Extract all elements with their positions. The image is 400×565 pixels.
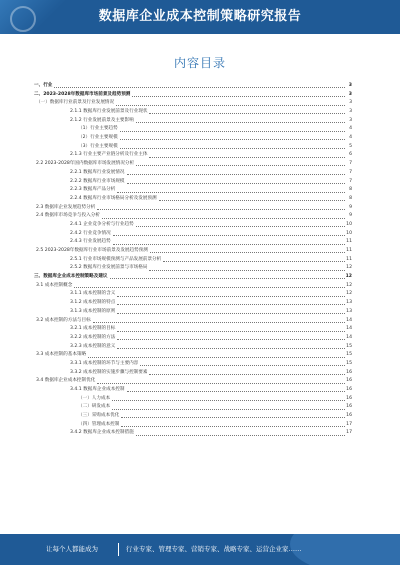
toc-entry[interactable] bbox=[34, 343, 352, 352]
toc-leader-dots bbox=[117, 313, 345, 314]
toc-entry-page: 9 bbox=[349, 213, 352, 219]
toc-entry[interactable] bbox=[34, 221, 352, 230]
toc-leader-dots bbox=[110, 278, 345, 279]
toc-entry-page: 16 bbox=[346, 395, 352, 401]
toc-leader-dots bbox=[74, 287, 345, 288]
toc-entry-label: 2.2.4 数据库行业市场格局分析及发展预测 bbox=[34, 195, 158, 204]
toc-entry-page: 12 bbox=[345, 274, 352, 280]
toc-leader-dots bbox=[112, 400, 345, 401]
toc-leader-dots bbox=[136, 165, 345, 166]
toc-leader-dots bbox=[149, 157, 345, 158]
toc-leader-dots bbox=[149, 113, 345, 114]
toc-entry-page: 4 bbox=[349, 135, 352, 141]
toc-leader-dots bbox=[120, 131, 345, 132]
toc-entry-label: 2.4 数据库市场竞争与投入分析 bbox=[34, 212, 101, 221]
toc-leader-dots bbox=[121, 426, 345, 427]
toc-entry[interactable] bbox=[34, 125, 352, 134]
toc-entry-page: 15 bbox=[346, 352, 352, 358]
toc-entry-label: 3.1 成本控制概念 bbox=[34, 282, 73, 291]
toc-entry-label: 2.4.2 行业竞争情况 bbox=[34, 230, 112, 239]
toc-entry-page: 3 bbox=[349, 109, 352, 115]
toc-entry[interactable] bbox=[34, 160, 352, 169]
toc-entry-label: 2.4.1 企业竞争分析与行业趋势 bbox=[34, 221, 135, 230]
toc-entry[interactable] bbox=[34, 247, 352, 256]
toc-entry[interactable] bbox=[34, 334, 352, 343]
toc-entry[interactable] bbox=[34, 91, 352, 100]
footer-tagline: 行业专家、管理专家、营销专家、战略专家、运营企业家…… bbox=[126, 545, 302, 553]
toc-entry-label: 2.5 2023-2028年数据库行业市场前景及发展趋势预测 bbox=[34, 247, 149, 256]
toc-entry[interactable] bbox=[34, 195, 352, 204]
toc-entry[interactable] bbox=[34, 369, 352, 378]
footer-curve-decoration bbox=[290, 534, 400, 565]
toc-entry-page: 15 bbox=[346, 360, 352, 366]
toc-entry-page: 11 bbox=[346, 239, 352, 245]
footer-slogan: 让每个人都能成为 bbox=[46, 545, 98, 553]
toc-entry-page: 12 bbox=[346, 291, 352, 297]
toc-entry-label: （3）行业主要规模 bbox=[34, 143, 119, 152]
toc-entry-page: 6 bbox=[349, 152, 352, 158]
toc-leader-dots bbox=[121, 417, 345, 418]
toc-leader-dots bbox=[93, 322, 345, 323]
toc-entry[interactable] bbox=[34, 360, 352, 369]
toc-entry-label: （四）管理成本控制 bbox=[34, 421, 120, 430]
toc-entry-label: 2.1.3 行业主要产业链分析及行业主体 bbox=[34, 151, 148, 160]
toc-entry-page: 3 bbox=[348, 91, 352, 97]
toc-entry-label: （一）数据库行业前景及行业发展情况 bbox=[34, 99, 115, 108]
toc-leader-dots bbox=[136, 122, 345, 123]
toc-entry[interactable] bbox=[34, 403, 352, 412]
toc-entry[interactable] bbox=[34, 143, 352, 152]
toc-entry-page: 17 bbox=[346, 421, 352, 427]
toc-entry-label: 3.2.1 成本控制的目标 bbox=[34, 325, 116, 334]
toc-entry-label: 一、行业 bbox=[34, 82, 53, 91]
toc-entry-page: 10 bbox=[346, 230, 352, 236]
footer-divider bbox=[118, 543, 119, 556]
toc-entry-label: 2.1.2 行业发展前景及主要影响 bbox=[34, 117, 135, 126]
toc-entry[interactable] bbox=[34, 178, 352, 187]
toc-entry-label: 2.2.1 数据库行业发展情况 bbox=[34, 169, 126, 178]
toc-entry-page: 8 bbox=[349, 195, 352, 201]
toc-entry-label: （二）研发成本 bbox=[34, 403, 111, 412]
toc-entry-label: （一）人力成本 bbox=[34, 395, 111, 404]
toc-entry[interactable] bbox=[34, 82, 352, 91]
toc-leader-dots bbox=[140, 365, 345, 366]
toc-entry-label: （三）采购成本优化 bbox=[34, 412, 120, 421]
toc-entry-page: 12 bbox=[346, 265, 352, 271]
report-title: 数据库企业成本控制策略研究报告 bbox=[98, 9, 302, 24]
toc-entry-label: （2）行业主要规模 bbox=[34, 134, 119, 143]
toc-leader-dots bbox=[117, 348, 345, 349]
toc-leader-dots bbox=[117, 192, 345, 193]
toc-entry[interactable] bbox=[34, 238, 352, 247]
toc-entry[interactable] bbox=[34, 412, 352, 421]
toc-entry-label: 2.4.3 行业发展趋势 bbox=[34, 238, 112, 247]
toc-leader-dots bbox=[113, 235, 345, 236]
toc-entry-label: 2.2 2023-2028年国内数据库市场发展情况分析 bbox=[34, 160, 135, 169]
toc-leader-dots bbox=[149, 270, 345, 271]
toc-leader-dots bbox=[136, 435, 345, 436]
toc-entry[interactable] bbox=[34, 134, 352, 143]
toc-entry[interactable] bbox=[34, 264, 352, 273]
toc-entry[interactable] bbox=[34, 430, 352, 439]
toc-entry-page: 13 bbox=[346, 300, 352, 306]
toc-entry-label: 3.4.1 数据库企业成本控制 bbox=[34, 386, 126, 395]
page-footer bbox=[0, 534, 400, 565]
toc-entry-label: 3.2.2 成本控制的方法 bbox=[34, 334, 116, 343]
toc-entry-page: 16 bbox=[346, 413, 352, 419]
toc-leader-dots bbox=[97, 383, 345, 384]
toc-heading: 内容目录 bbox=[173, 56, 226, 70]
toc-entry[interactable] bbox=[34, 421, 352, 430]
toc-leader-dots bbox=[112, 409, 345, 410]
toc-entry-page: 16 bbox=[346, 378, 352, 384]
toc-leader-dots bbox=[97, 209, 345, 210]
toc-entry[interactable] bbox=[34, 351, 352, 360]
toc-entry-label: 2.5.2 数据库行业发展前景与市场格局 bbox=[34, 264, 148, 273]
toc-entry-page: 14 bbox=[346, 326, 352, 332]
toc-entry-label: 二、2023-2028年数据库市场前景及趋势预测 bbox=[34, 91, 131, 100]
toc-entry[interactable] bbox=[34, 291, 352, 300]
toc-leader-dots bbox=[127, 174, 346, 175]
toc-entry[interactable] bbox=[34, 273, 352, 282]
toc-entry-page: 7 bbox=[349, 178, 352, 184]
toc-leader-dots bbox=[117, 331, 345, 332]
toc-entry[interactable] bbox=[34, 256, 352, 265]
toc-entry[interactable] bbox=[34, 386, 352, 395]
toc-leader-dots bbox=[163, 261, 345, 262]
toc-entry-label: 3.2.3 成本控制的意义 bbox=[34, 343, 116, 352]
toc-entry[interactable] bbox=[34, 308, 352, 317]
toc-leader-dots bbox=[102, 218, 345, 219]
toc-entry[interactable] bbox=[34, 230, 352, 239]
toc-entry[interactable] bbox=[34, 108, 352, 117]
toc-entry-page: 9 bbox=[349, 204, 352, 210]
toc-entry-page: 3 bbox=[349, 100, 352, 106]
toc-entry[interactable] bbox=[34, 99, 352, 108]
toc-entry-label: 三、数据库企业成本控制策略及建议 bbox=[34, 273, 109, 282]
toc-entry-page: 17 bbox=[346, 430, 352, 436]
toc-entry-page: 16 bbox=[346, 404, 352, 410]
toc-leader-dots bbox=[132, 96, 345, 97]
page-header bbox=[0, 0, 400, 34]
toc-entry-page: 7 bbox=[349, 161, 352, 167]
toc-entry[interactable] bbox=[34, 377, 352, 386]
toc-entry-page: 14 bbox=[346, 317, 352, 323]
toc-entry-page: 3 bbox=[349, 117, 352, 123]
toc-entry-label: 2.2.3 数据库产品分析 bbox=[34, 186, 116, 195]
toc-entry-label: 2.1.1 数据库行业发展前景及行业现状 bbox=[34, 108, 148, 117]
toc-entry-page: 14 bbox=[346, 334, 352, 340]
toc-leader-dots bbox=[117, 339, 345, 340]
toc-entry-label: 2.3 数据库企业发展趋势分析 bbox=[34, 204, 96, 213]
toc-entry[interactable] bbox=[34, 299, 352, 308]
toc-entry-label: 3.1.1 成本控制的含义 bbox=[34, 290, 116, 299]
toc-entry-page: 11 bbox=[346, 248, 352, 254]
toc-leader-dots bbox=[127, 391, 346, 392]
toc-entry-page: 3 bbox=[348, 82, 352, 88]
toc-entry-label: 3.1.2 成本控制的特点 bbox=[34, 299, 116, 308]
toc-entry-label: 3.4 数据库企业成本控制优化 bbox=[34, 377, 96, 386]
toc-leader-dots bbox=[149, 374, 345, 375]
toc-leader-dots bbox=[113, 244, 345, 245]
toc-entry-label: （1）行业主要趋势 bbox=[34, 125, 119, 134]
toc-entry-page: 15 bbox=[346, 343, 352, 349]
toc-entry[interactable] bbox=[34, 152, 352, 161]
toc-entry-page: 13 bbox=[346, 308, 352, 314]
toc-entry[interactable] bbox=[34, 204, 352, 213]
toc-leader-dots bbox=[120, 139, 345, 140]
table-of-contents bbox=[34, 82, 352, 438]
toc-entry-label: 3.4.2 数据库企业成本控制措施 bbox=[34, 429, 135, 438]
toc-entry[interactable] bbox=[34, 169, 352, 178]
toc-leader-dots bbox=[117, 296, 345, 297]
toc-entry-label: 3.3 成本控制的基本策略 bbox=[34, 351, 87, 360]
toc-entry[interactable] bbox=[34, 186, 352, 195]
toc-leader-dots bbox=[116, 105, 345, 106]
toc-entry-label: 2.5.1 行业市场规模预测与产品发展前景分析 bbox=[34, 256, 162, 265]
toc-entry-page: 16 bbox=[346, 369, 352, 375]
toc-leader-dots bbox=[117, 304, 345, 305]
toc-entry-label: 3.3.2 成本控制的实施步骤与控制要素 bbox=[34, 369, 148, 378]
toc-leader-dots bbox=[159, 200, 345, 201]
toc-entry-page: 16 bbox=[346, 387, 352, 393]
toc-entry-label: 3.1.3 成本控制的原则 bbox=[34, 308, 116, 317]
toc-entry[interactable] bbox=[34, 395, 352, 404]
toc-entry-label: 3.2 成本控制的方法与目标 bbox=[34, 317, 92, 326]
toc-entry[interactable] bbox=[34, 117, 352, 126]
toc-entry-page: 10 bbox=[346, 221, 352, 227]
toc-entry-label: 3.3.1 成本控制的环节与主要内容 bbox=[34, 360, 139, 369]
toc-leader-dots bbox=[127, 183, 346, 184]
toc-entry-page: 5 bbox=[349, 143, 352, 149]
toc-entry-page: 4 bbox=[349, 126, 352, 132]
toc-entry-page: 8 bbox=[349, 187, 352, 193]
toc-entry[interactable] bbox=[34, 282, 352, 291]
toc-entry-page: 11 bbox=[346, 256, 352, 262]
toc-leader-dots bbox=[120, 148, 345, 149]
toc-entry-page: 7 bbox=[349, 169, 352, 175]
toc-leader-dots bbox=[54, 87, 345, 88]
toc-entry[interactable] bbox=[34, 317, 352, 326]
toc-entry[interactable] bbox=[34, 325, 352, 334]
toc-leader-dots bbox=[136, 226, 345, 227]
toc-entry-label: 2.2.2 数据库行业市场规模 bbox=[34, 178, 126, 187]
toc-entry[interactable] bbox=[34, 212, 352, 221]
toc-entry-page: 12 bbox=[346, 282, 352, 288]
toc-leader-dots bbox=[150, 252, 345, 253]
toc-leader-dots bbox=[88, 357, 345, 358]
